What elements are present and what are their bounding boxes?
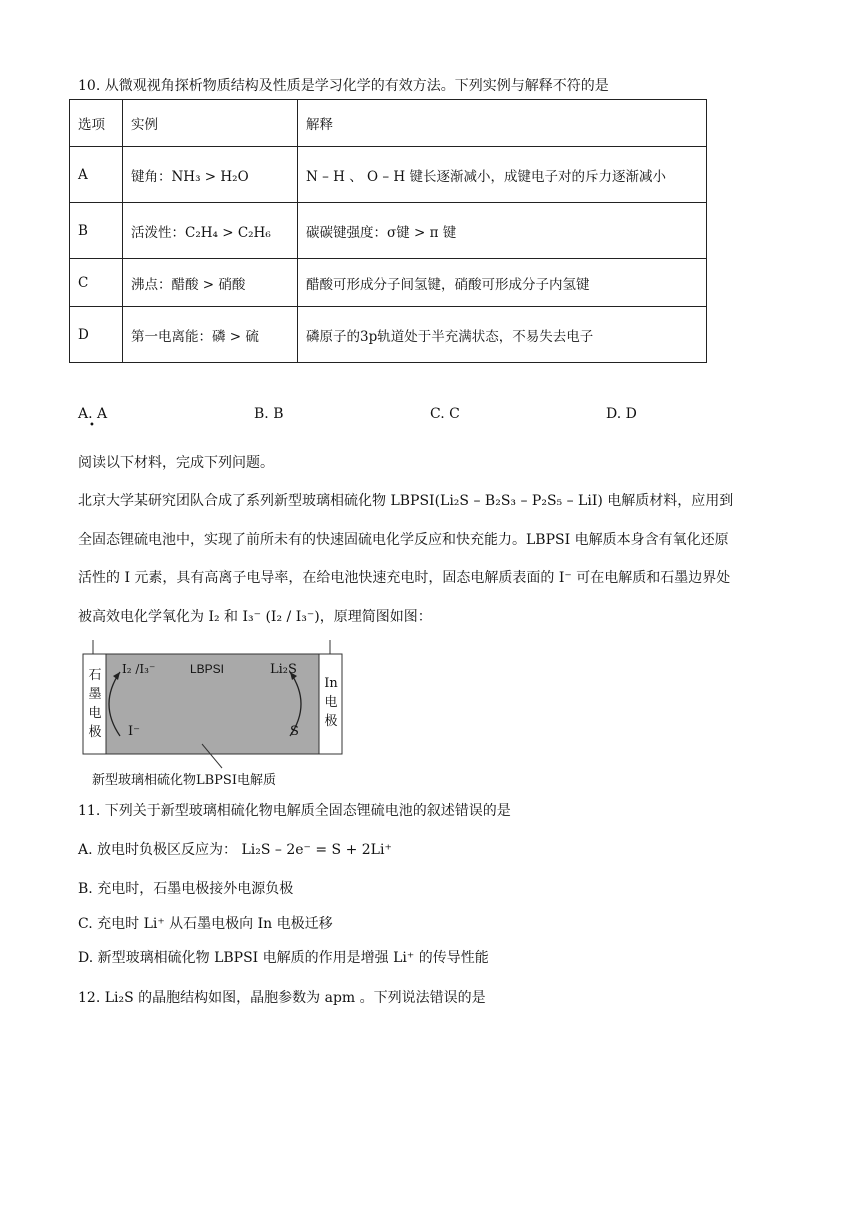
- material-p2: 全固态锂硫电池中，实现了前所未有的快速固硫电化学反应和快充能力。LBPSI 电解质本身含有氧化还原: [78, 532, 729, 548]
- left-electrode-char: 墨: [88, 687, 102, 702]
- row-explain: 碳碳键强度：σ键 > π 键: [298, 203, 707, 259]
- header-option: 选项: [70, 100, 123, 147]
- bottom-right-label: S: [290, 724, 299, 739]
- left-electrode-label: [84, 666, 106, 742]
- row-option: D: [70, 307, 123, 363]
- bottom-left-label: I⁻: [128, 724, 140, 739]
- table-row: [70, 307, 707, 363]
- row-example: 沸点：醋酸 > 硝酸: [123, 259, 298, 307]
- center-label: LBPSI: [190, 662, 225, 676]
- row-example: 键角：NH₃ > H₂O: [123, 147, 298, 203]
- q11-option-d[interactable]: D. 新型玻璃相硫化物 LBPSI 电解质的作用是增强 Li⁺ 的传导性能: [78, 950, 489, 966]
- top-left-label: I₂ /I₃⁻: [122, 662, 156, 676]
- row-example: 活泼性：C₂H₄ > C₂H₆: [123, 203, 298, 259]
- battery-diagram: [80, 640, 350, 790]
- marker-dot: •: [89, 420, 95, 431]
- table-row: [70, 259, 707, 307]
- material-intro: 阅读以下材料，完成下列问题。: [78, 455, 274, 471]
- q10-stem: 10. 从微观视角探析物质结构及性质是学习化学的有效方法。下列实例与解释不符的是: [78, 78, 609, 94]
- choice-c[interactable]: C. C: [430, 406, 460, 422]
- right-electrode-label: [320, 674, 342, 731]
- q11-option-c[interactable]: C. 充电时 Li⁺ 从石墨电极向 In 电极迁移: [78, 916, 333, 932]
- right-electrode-char: 电: [324, 695, 338, 710]
- table-row: [70, 147, 707, 203]
- material-p4: 被高效电化学氧化为 I₂ 和 I₃⁻ (I₂ / I₃⁻)，原理简图如图：: [78, 609, 432, 625]
- q10-table: [69, 99, 707, 363]
- top-right-label: Li₂S: [270, 662, 297, 677]
- header-explain: 解释: [298, 100, 707, 147]
- table-row: [70, 203, 707, 259]
- choice-a[interactable]: A. A: [78, 406, 108, 422]
- row-explain: 醋酸可形成分子间氢键，硝酸可形成分子内氢键: [298, 259, 707, 307]
- q12-stem: 12. Li₂S 的晶胞结构如图，晶胞参数为 apm 。下列说法错误的是: [78, 990, 486, 1006]
- material-p3: 活性的 I 元素，具有高离子电导率，在给电池快速充电时，固态电解质表面的 I⁻ 可在电解质和石墨边界处: [78, 570, 731, 586]
- right-electrode-char: In: [324, 676, 338, 691]
- diagram-caption: 新型玻璃相硫化物LBPSI电解质: [92, 773, 276, 788]
- row-option: B: [70, 203, 123, 259]
- material-p1: 北京大学某研究团队合成了系列新型玻璃相硫化物 LBPSI(Li₂S – B₂S₃ – P₂S₅ – LiI) 电解质材料，应用到: [78, 493, 734, 509]
- left-electrode-char: 电: [88, 706, 102, 721]
- row-explain: 磷原子的3p轨道处于半充满状态，不易失去电子: [298, 307, 707, 363]
- row-option: C: [70, 259, 123, 307]
- choice-d[interactable]: D. D: [606, 406, 637, 422]
- left-electrode-char: 石: [88, 668, 102, 683]
- q10-choices: [78, 406, 778, 426]
- row-example: 第一电离能：磷 > 硫: [123, 307, 298, 363]
- row-explain: N – H 、 O – H 键长逐渐减小，成键电子对的斥力逐渐减小: [298, 147, 707, 203]
- right-electrode-char: 极: [324, 714, 338, 729]
- table-header-row: [70, 100, 707, 147]
- left-electrode-char: 极: [88, 725, 102, 740]
- q11-option-a[interactable]: A. 放电时负极区反应为： Li₂S – 2e⁻ = S + 2Li⁺: [78, 842, 392, 858]
- q11-stem: 11. 下列关于新型玻璃相硫化物电解质全固态锂硫电池的叙述错误的是: [78, 803, 511, 819]
- choice-b[interactable]: B. B: [254, 406, 284, 422]
- q11-option-b[interactable]: B. 充电时，石墨电极接外电源负极: [78, 881, 294, 897]
- header-example: 实例: [123, 100, 298, 147]
- row-option: A: [70, 147, 123, 203]
